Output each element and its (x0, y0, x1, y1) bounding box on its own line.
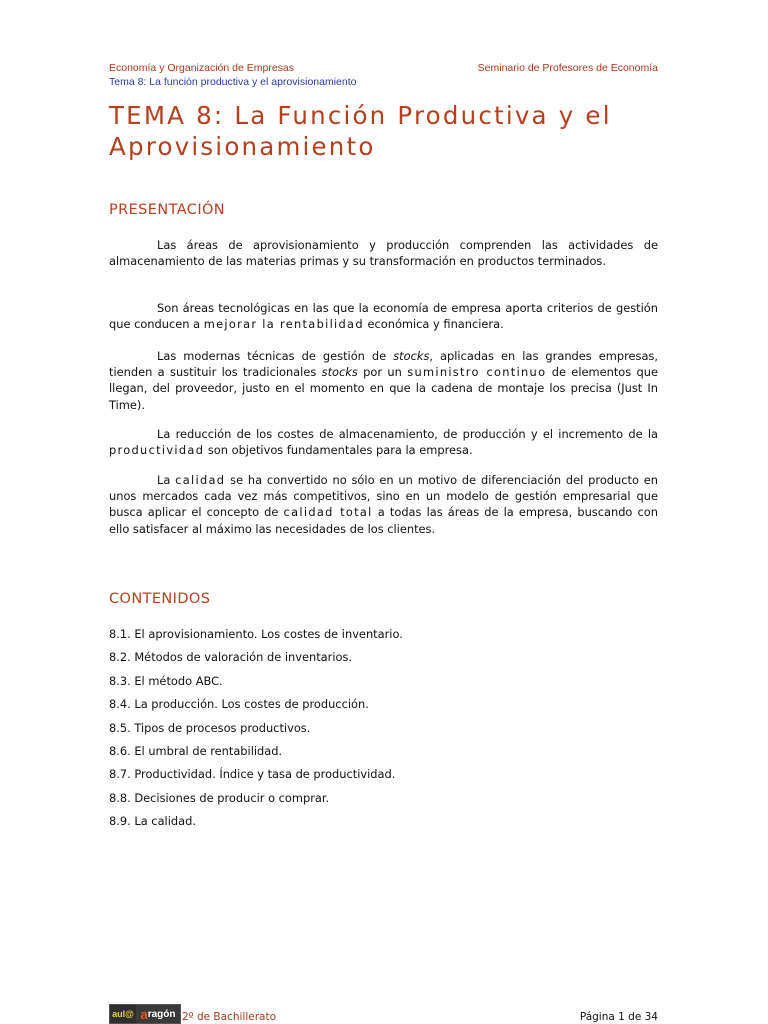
paragraph-3 (109, 348, 658, 413)
logo-word: ragón (147, 1008, 176, 1020)
logo-right (136, 1005, 180, 1023)
p3-text-c: , aplicadas en las grandes empresas, tienden a sustituir los tradicionales (109, 349, 658, 380)
paragraph-2 (109, 300, 658, 332)
paragraph-4 (109, 426, 658, 458)
aularagon-logo (109, 1004, 181, 1024)
footer-page-number: Página 1 de 34 (579, 1011, 658, 1023)
p4-text-c: son objetivos fundamentales para la empresa. (204, 443, 473, 458)
paragraph-1: Las áreas de aprovisionamiento y producción comprenden las actividades de almacenamiento de las materias primas y su transformación en productos terminados. (109, 238, 658, 269)
header-seminar: Seminario de Profesores de Economía (477, 62, 658, 74)
paragraph-5 (109, 472, 658, 537)
list-item: 8.6. El umbral de rentabilidad. (109, 743, 283, 758)
logo-left: aul@ (110, 1005, 136, 1023)
running-header-left (109, 61, 356, 89)
p3-italic-stocks-2: stocks (321, 365, 358, 380)
header-topic: Tema 8: La función productiva y el aprovisionamiento (109, 76, 357, 88)
p2-emphasis: mejorar la rentabilidad (203, 317, 364, 332)
p2-text-a: Son áreas tecnológicas en las que la economía de empresa aporta criterios de gestión que conducen a (109, 301, 658, 332)
list-item: 8.2. Métodos de valoración de inventarios. (109, 650, 353, 665)
list-item: 8.5. Tipos de procesos productivos. (109, 720, 311, 735)
document-page (109, 0, 658, 1024)
p2-text-c: económica y financiera. (363, 317, 504, 332)
p3-emphasis: suministro continuo (407, 365, 547, 380)
list-item: 8.4. La producción. Los costes de producción. (109, 697, 369, 712)
list-item: 8.8. Decisiones de producir o comprar. (109, 790, 330, 805)
logo-letter: a (140, 1006, 148, 1022)
p5-text-a: La (157, 473, 176, 487)
title-line-2: Aprovisionamiento (109, 132, 376, 161)
list-item: 8.3. El método ABC. (109, 673, 223, 688)
p4-emphasis: productividad (109, 443, 205, 458)
title-line-1: TEMA 8: La Función Productiva y el (109, 101, 612, 130)
list-item: 8.1. El aprovisionamiento. Los costes de inventario. (109, 627, 403, 641)
p5-emphasis-2: calidad total (283, 505, 373, 520)
section-heading-presentacion: PRESENTACIÓN (109, 202, 226, 218)
list-item: 8.7. Productividad. Índice y tasa de productividad. (109, 767, 396, 782)
p5-text-e: a todas las áreas de la empresa, buscando con ello satisfacer al máximo las necesidades de los clientes. (109, 505, 658, 536)
page-title (109, 100, 658, 162)
contents-list (109, 626, 403, 837)
p3-italic-stocks-1: stocks (393, 349, 430, 363)
p4-text-a: La reducción de los costes de almacenamiento, de producción y el incremento de la (157, 427, 658, 441)
p5-emphasis-1: calidad (175, 473, 226, 487)
list-item: 8.9. La calidad. (109, 814, 196, 829)
footer-course: 2º de Bachillerato (182, 1011, 276, 1023)
header-subject: Economía y Organización de Empresas (109, 62, 295, 74)
p3-text-g: de elementos que llegan, del proveedor, justo en el momento en que la cadena de montaje los precisa (Just In Time). (109, 365, 658, 412)
p3-text-a: Las modernas técnicas de gestión de (157, 349, 394, 363)
p5-text-c: se ha convertido no sólo en un motivo de diferenciación del producto en unos mercados cada vez más competitivos, sino en un modelo de gestión empresarial que busca aplicar el concepto de (109, 473, 659, 520)
p3-text-e: por un (357, 365, 408, 380)
section-heading-contenidos: CONTENIDOS (109, 591, 211, 607)
